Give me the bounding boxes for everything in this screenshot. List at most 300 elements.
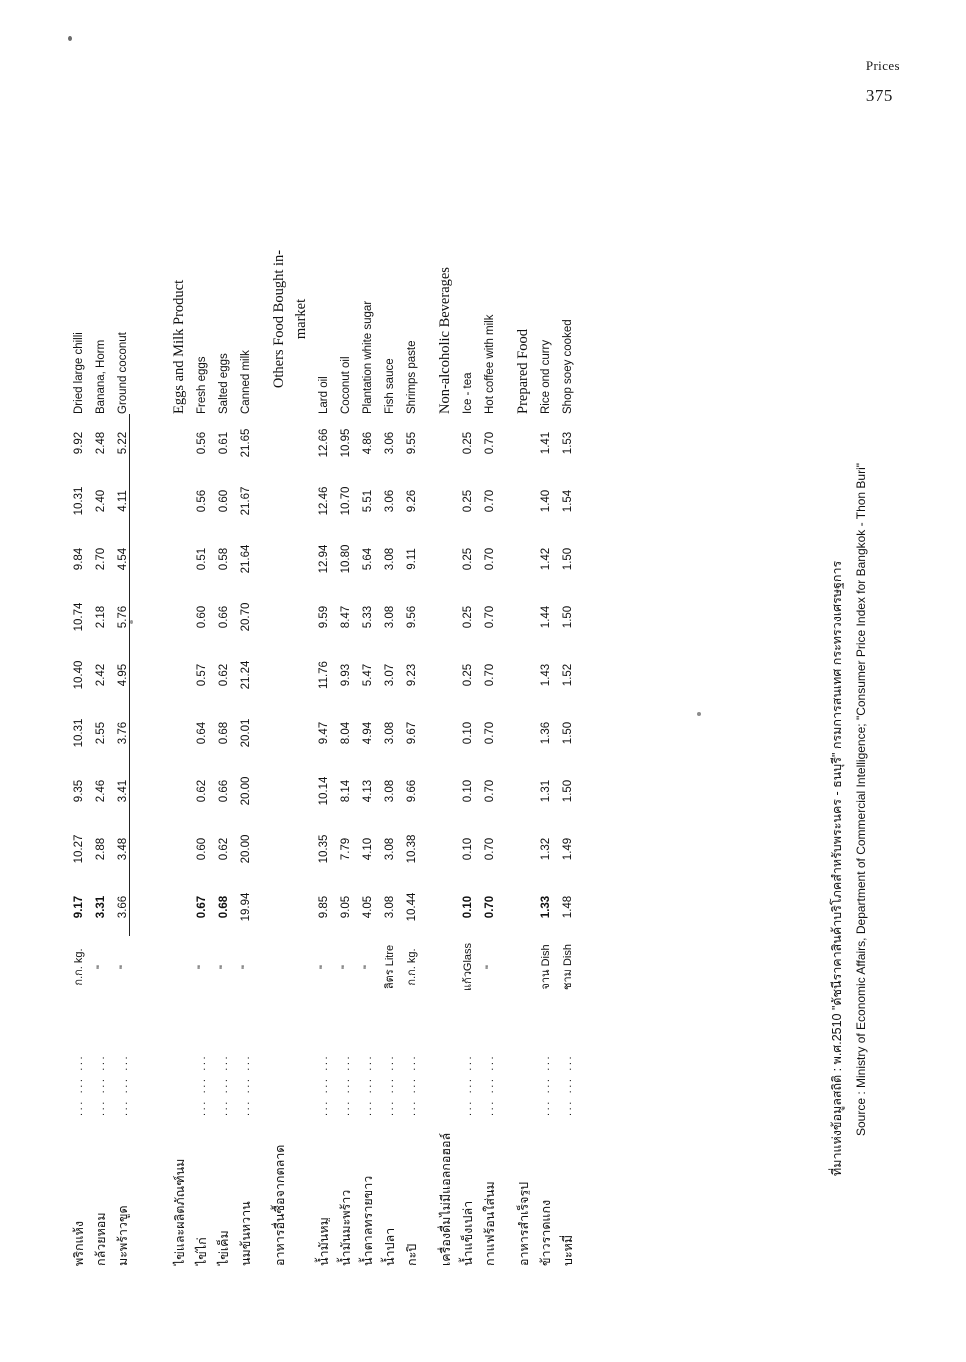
leader-dots (264, 998, 286, 1116)
value-cell: 21.64 (239, 544, 252, 574)
unit-cell (508, 936, 530, 998)
leader-dots: ... ... ... (540, 1053, 552, 1116)
value-cell: 5.76 (116, 605, 129, 629)
value-cell: 3.48 (116, 837, 129, 861)
value-cell: 0.57 (195, 663, 208, 687)
leader-dots: ... ... ... (95, 1053, 107, 1116)
item-name-english: Dried large chilli (72, 332, 85, 414)
table-spacer-row (252, 224, 264, 1266)
value-cell: 20.00 (239, 776, 252, 806)
blank-cell (286, 414, 308, 472)
value-cell: 12.66 (317, 428, 330, 458)
value-cell: 0.60 (195, 605, 208, 629)
value-cell: 0.56 (195, 431, 208, 455)
leader-dots: ... ... ... (362, 1053, 374, 1116)
value-cell: 0.60 (195, 837, 208, 861)
blank-cell (286, 878, 308, 936)
value-cell: 0.10 (461, 779, 474, 803)
leader-dots (164, 998, 186, 1116)
value-cell: 10.95 (339, 428, 352, 458)
value-cell: 21.24 (239, 660, 252, 690)
value-cell: 1.40 (539, 489, 552, 513)
table-row (530, 224, 552, 1266)
value-cell (508, 878, 530, 936)
value-cell: 4.86 (361, 431, 374, 455)
value-cell: 0.68 (217, 721, 230, 745)
item-name-english: Lard oil (317, 376, 330, 414)
value-cell: 0.56 (195, 489, 208, 513)
value-cell: 1.49 (561, 837, 574, 861)
value-cell: 0.25 (461, 547, 474, 571)
value-cell: 9.23 (405, 663, 418, 687)
value-cell: 20.00 (239, 834, 252, 864)
table-row (474, 224, 496, 1266)
value-cell (264, 646, 286, 704)
value-cell: 0.70 (483, 431, 496, 455)
blank-cell (286, 1116, 308, 1266)
value-cell: 0.66 (217, 779, 230, 803)
unit-cell: จาน Dish (540, 944, 552, 990)
table-spacer-row (152, 224, 164, 1266)
value-cell: 9.35 (72, 779, 85, 803)
table-row (330, 224, 352, 1266)
value-cell: 10.70 (339, 486, 352, 516)
value-cell: 10.31 (72, 718, 85, 748)
value-cell: 3.06 (383, 431, 396, 455)
blank-cell (286, 472, 308, 530)
value-cell: 11.76 (317, 661, 330, 689)
table-row (552, 224, 574, 1266)
value-cell (508, 588, 530, 646)
table-row (230, 224, 252, 1266)
unit-cell: " (318, 965, 330, 969)
value-cell: 9.59 (317, 605, 330, 629)
blank-cell (286, 588, 308, 646)
unit-cell: " (95, 965, 107, 969)
value-cell: 0.60 (217, 489, 230, 513)
value-cell: 4.94 (361, 721, 374, 745)
value-cell (164, 820, 186, 878)
item-name-english: Ground coconut (117, 332, 129, 414)
table-row (308, 224, 330, 1266)
value-cell: 0.25 (461, 663, 474, 687)
table-group-row (430, 224, 452, 1266)
value-cell: 12.94 (317, 544, 330, 574)
blank-cell (286, 762, 308, 820)
value-cell: 10.74 (72, 602, 85, 632)
value-cell (508, 762, 530, 820)
unit-cell (264, 936, 286, 998)
value-cell (264, 588, 286, 646)
rule-segment (130, 878, 153, 936)
value-cell: 2.48 (94, 431, 107, 455)
rule-segment (130, 704, 153, 762)
leader-dots: ... ... ... (340, 1053, 352, 1116)
value-cell: 10.27 (72, 834, 85, 864)
unit-cell: " (196, 965, 208, 969)
value-cell: 0.62 (195, 779, 208, 803)
value-cell (164, 878, 186, 936)
value-cell (430, 588, 452, 646)
value-cell: 1.50 (561, 547, 574, 571)
value-cell: 0.51 (195, 547, 208, 571)
leader-dots: ... ... ... (384, 1053, 396, 1116)
value-cell: 9.67 (405, 721, 418, 745)
value-cell: 0.67 (195, 895, 208, 919)
rule-segment (130, 762, 153, 820)
value-cell: 2.70 (94, 547, 107, 571)
item-name-thai: น้ำมันหมู (316, 1217, 330, 1266)
item-name-thai: อาหารอื่นซื้อจากตลาด (272, 1144, 286, 1266)
value-cell: 0.58 (217, 547, 230, 571)
value-cell (430, 646, 452, 704)
value-cell: 9.26 (405, 489, 418, 513)
value-cell: 21.67 (239, 486, 252, 516)
value-cell (164, 646, 186, 704)
value-cell: 1.41 (539, 431, 552, 455)
value-cell: 20.01 (239, 718, 252, 748)
blank-cell (286, 646, 308, 704)
value-cell: 9.92 (72, 431, 85, 455)
blank-cell (286, 704, 308, 762)
value-cell (508, 414, 530, 472)
value-cell: 2.18 (94, 605, 107, 629)
blank-cell (286, 820, 308, 878)
item-name-thai: พริกแห้ง (71, 1221, 85, 1266)
unit-cell (164, 936, 186, 998)
unit-cell: " (340, 965, 352, 969)
value-cell (264, 472, 286, 530)
item-name-english: Hot coffee with milk (483, 314, 496, 414)
unit-cell: " (117, 965, 130, 969)
value-cell (430, 762, 452, 820)
value-cell: 4.54 (116, 547, 129, 571)
value-cell (430, 820, 452, 878)
value-cell: 1.50 (561, 779, 574, 803)
value-cell (164, 530, 186, 588)
rule-segment (130, 820, 153, 878)
table-row (186, 224, 208, 1266)
value-cell: 4.95 (116, 663, 129, 687)
value-cell: 0.10 (461, 721, 474, 745)
value-cell: 3.76 (116, 721, 129, 745)
value-cell: 9.05 (339, 895, 352, 919)
item-name-english: Fresh eggs (195, 356, 208, 414)
value-cell: 9.55 (405, 431, 418, 455)
item-name-thai: น้ำตาลทรายขาว (360, 1175, 374, 1266)
value-cell (164, 472, 186, 530)
value-cell: 2.88 (94, 837, 107, 861)
page-header-label: Prices (865, 58, 900, 73)
value-cell: 10.14 (317, 776, 330, 806)
item-name-english: Non-alcoholic Beverages (436, 267, 453, 414)
item-name-english: Coconut oil (339, 356, 352, 414)
unit-cell (430, 936, 452, 998)
value-cell: 9.66 (405, 779, 418, 803)
leader-dots: ... ... ... (562, 1053, 574, 1116)
table-row (63, 224, 85, 1266)
item-name-thai: มะพร้าวขูด (116, 1205, 130, 1266)
value-cell: 5.33 (361, 605, 374, 629)
rule-segment (130, 414, 153, 472)
leader-dots: ... ... ... (318, 1053, 330, 1116)
item-name-english: Banana, Horm (94, 339, 107, 414)
table-group-row (508, 224, 530, 1266)
value-cell (508, 530, 530, 588)
statistics-sheet (43, 66, 923, 1296)
value-cell (430, 704, 452, 762)
item-name-thai: น้ำแข็งเปล่า (460, 1200, 474, 1266)
unit-cell: แก้วGlass (462, 942, 474, 992)
blank-cell (286, 998, 308, 1116)
value-cell: 0.62 (217, 663, 230, 687)
value-cell (508, 472, 530, 530)
value-cell: 7.79 (339, 837, 352, 861)
value-cell: 9.84 (72, 547, 85, 571)
value-cell: 1.42 (539, 547, 552, 571)
unit-cell: ลิตร Litre (384, 944, 396, 990)
item-name-thai: นมข้นหวาน (238, 1201, 252, 1266)
value-cell: 10.35 (317, 834, 330, 864)
value-cell: 0.25 (461, 489, 474, 513)
value-cell (164, 762, 186, 820)
item-name-english: Ice - tea (461, 372, 474, 414)
item-name-english: Fish sauce (383, 358, 396, 414)
leader-dots: ... ... ... (462, 1053, 474, 1116)
table-row (352, 224, 374, 1266)
item-name-english: Salted eggs (217, 353, 230, 414)
value-cell: 3.08 (383, 837, 396, 861)
value-cell: 3.66 (116, 895, 129, 919)
table-row (452, 224, 474, 1266)
leader-dots: ... ... ... (73, 1053, 85, 1116)
value-cell (264, 762, 286, 820)
blank-cell (130, 1116, 153, 1266)
value-cell (430, 472, 452, 530)
value-cell: 10.31 (72, 486, 85, 516)
leader-dots: ... ... ... (484, 1053, 496, 1116)
value-cell: 3.06 (383, 489, 396, 513)
value-cell (164, 704, 186, 762)
value-cell: 9.93 (339, 663, 352, 687)
value-cell: 1.36 (539, 721, 552, 745)
leader-dots (508, 998, 530, 1116)
value-cell (264, 530, 286, 588)
unit-cell: " (240, 965, 252, 969)
value-cell: 3.31 (94, 895, 107, 919)
value-cell: 0.25 (461, 431, 474, 455)
value-cell: 9.85 (317, 895, 330, 919)
item-name-english: Plantation white sugar (361, 300, 374, 414)
value-cell (508, 820, 530, 878)
value-cell: 4.11 (116, 490, 129, 512)
value-cell (264, 820, 286, 878)
value-cell: 9.47 (317, 721, 330, 745)
value-cell: 1.32 (539, 837, 552, 861)
value-cell: 19.94 (239, 892, 252, 922)
value-cell: 9.17 (72, 895, 85, 919)
blank-cell (130, 224, 153, 414)
item-name-thai: ข้าวราดแกง (538, 1199, 552, 1266)
table-row (374, 224, 396, 1266)
source-note (826, 463, 873, 1176)
value-cell: 0.70 (483, 605, 496, 629)
value-cell: 3.08 (383, 547, 396, 571)
value-cell: 0.66 (217, 605, 230, 629)
value-cell: 5.47 (361, 663, 374, 687)
item-name-thai: น้ำมันมะพร้าว (338, 1189, 352, 1266)
value-cell: 0.70 (483, 721, 496, 745)
item-name-thai: เครื่องดื่มไม่มีแอลกอฮอล์ (438, 1132, 452, 1266)
item-name-thai: ไข่และผลิตภัณฑ์นม (172, 1158, 186, 1266)
table-group-row (164, 224, 186, 1266)
item-name-thai: กล้วยหอม (93, 1212, 107, 1266)
value-cell: 3.41 (116, 779, 129, 803)
value-cell: 0.62 (217, 837, 230, 861)
source-note-english: Source : Ministry of Economic Affairs, Department of Commercial Intelligence; "Consumer Price Index for Bangkok - Thon Buri" (854, 462, 869, 1136)
value-cell: 20.70 (239, 602, 252, 632)
value-cell: 1.54 (561, 489, 574, 513)
value-cell: 4.13 (361, 779, 374, 803)
item-name-english: Canned milk (239, 350, 252, 414)
value-cell (508, 646, 530, 704)
value-cell: 9.56 (405, 605, 418, 629)
value-cell: 2.55 (94, 721, 107, 745)
value-cell: 1.44 (539, 605, 552, 629)
value-cell: 1.43 (539, 663, 552, 687)
value-cell (430, 878, 452, 936)
leader-dots (430, 998, 452, 1116)
leader-dots: ... ... ... (240, 1053, 252, 1116)
value-cell: 21.65 (239, 428, 252, 458)
table-rule-row (130, 224, 153, 1266)
value-cell: 3.08 (383, 605, 396, 629)
blank-cell (130, 936, 153, 998)
table-spacer-row (418, 224, 430, 1266)
value-cell: 5.51 (361, 489, 374, 513)
unit-cell: " (484, 965, 496, 969)
value-cell: 4.05 (361, 895, 374, 919)
value-cell: 0.70 (483, 779, 496, 803)
value-cell (264, 704, 286, 762)
table-group-row-continuation (286, 224, 308, 1266)
item-name-thai: กะปิ (404, 1243, 418, 1266)
item-name-thai: ไข่เค็ม (216, 1230, 230, 1266)
item-name-english: Eggs and Milk Product (170, 279, 187, 414)
value-cell: 10.38 (405, 834, 418, 864)
value-cell: 0.70 (483, 547, 496, 571)
value-cell: 0.61 (217, 431, 230, 455)
table-row (396, 224, 418, 1266)
value-cell: 5.22 (116, 431, 129, 455)
item-name-english: Others Food Bought in- (270, 249, 287, 389)
value-cell: 2.40 (94, 489, 107, 513)
value-cell: 1.48 (561, 895, 574, 919)
value-cell: 0.64 (195, 721, 208, 745)
leader-dots: ... ... ... (196, 1053, 208, 1116)
item-name-thai: บะหมี่ (560, 1234, 574, 1266)
value-cell: 0.70 (483, 837, 496, 861)
value-cell: 3.08 (383, 895, 396, 919)
table-row (208, 224, 230, 1266)
item-name-thai: อาหารสำเร็จรูป (516, 1181, 530, 1266)
unit-cell: ก.ก. kg. (73, 948, 85, 986)
value-cell: 3.08 (383, 721, 396, 745)
value-cell: 10.40 (72, 660, 85, 690)
rule-segment (130, 472, 153, 530)
table-row (85, 224, 107, 1266)
value-cell: 1.33 (539, 895, 552, 919)
item-name-thai: น้ำปลา (382, 1227, 396, 1266)
item-name-english: Shop soey cooked (561, 319, 574, 414)
leader-dots: ... ... ... (406, 1053, 418, 1116)
page-number: 375 (865, 86, 893, 105)
value-cell: 1.53 (561, 431, 574, 455)
unit-cell: " (218, 965, 230, 969)
value-cell: 8.04 (339, 721, 352, 745)
value-cell: 1.52 (561, 663, 574, 687)
leader-dots: ... ... ... (117, 1053, 130, 1116)
unit-cell: ชาม Dish (562, 944, 574, 990)
unit-cell: ก.ก. kg. (406, 948, 418, 986)
value-cell: 1.31 (539, 779, 552, 803)
value-cell: 2.46 (94, 779, 107, 803)
value-cell: 8.14 (339, 779, 352, 803)
value-cell: 8.47 (339, 605, 352, 629)
value-cell (430, 414, 452, 472)
item-name-english: Prepared Food (514, 329, 531, 414)
value-cell: 0.70 (483, 895, 496, 919)
value-cell: 0.10 (461, 895, 474, 919)
value-cell (264, 878, 286, 936)
value-cell: 0.70 (483, 663, 496, 687)
value-cell: 10.80 (339, 544, 352, 574)
blank-cell (286, 936, 308, 998)
item-name-english: Shrimps paste (405, 340, 418, 414)
value-cell: 3.07 (383, 663, 396, 687)
blank-cell (286, 530, 308, 588)
value-cell: 9.11 (405, 548, 418, 570)
rule-segment (130, 588, 153, 646)
table-group-row (264, 224, 286, 1266)
item-name-thai: ไข่ไก่ (194, 1237, 208, 1266)
value-cell: 0.10 (461, 837, 474, 861)
value-cell: 4.10 (361, 837, 374, 861)
rule-segment (130, 646, 153, 704)
value-cell (164, 588, 186, 646)
value-cell (430, 530, 452, 588)
source-note-thai: ที่มาแห่งข้อมูลสถิติ : พ.ศ.2510 "ดัชนีราคาสินค้าบริโภคสำหรับพระนคร - ธนบุรี" กรมการสนเทศ กระทรวงเศรษฐการ (830, 560, 845, 1176)
value-cell (508, 704, 530, 762)
table-spacer-row (496, 224, 508, 1266)
price-table (63, 224, 574, 1266)
value-cell: 1.50 (561, 721, 574, 745)
item-name-english: market (292, 298, 309, 340)
rule-segment (130, 530, 153, 588)
value-cell: 5.64 (361, 547, 374, 571)
item-name-english: Rice ond curry (539, 339, 552, 414)
value-cell: 0.68 (217, 895, 230, 919)
leader-dots: ... ... ... (218, 1053, 230, 1116)
value-cell: 12.46 (317, 486, 330, 516)
value-cell: 2.42 (94, 663, 107, 687)
blank-cell (130, 998, 153, 1116)
value-cell: 10.44 (405, 892, 418, 922)
value-cell: 3.08 (383, 779, 396, 803)
table-row (107, 224, 130, 1266)
value-cell: 1.50 (561, 605, 574, 629)
value-cell: 0.70 (483, 489, 496, 513)
